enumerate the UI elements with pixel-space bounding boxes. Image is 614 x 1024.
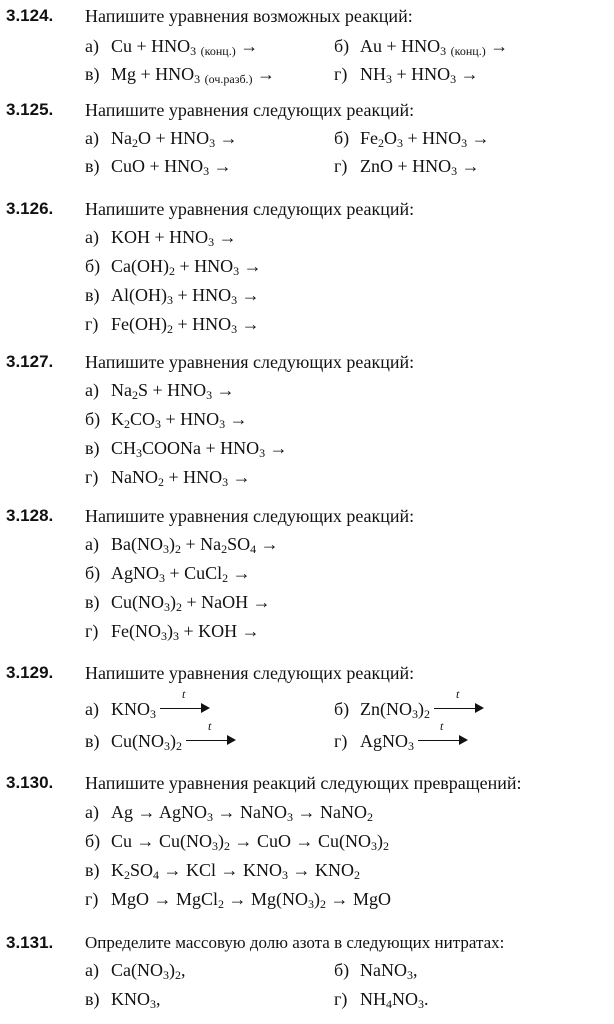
formula: Ag → AgNO$_3$ → NaNO$_3$ → NaNO$_2$: [111, 802, 374, 824]
formula: CuO + $HNO_3$ →: [111, 156, 232, 178]
problem-instruction: Напишите уравнения возможных реакций:: [85, 6, 413, 26]
formula: KOH + $HNO_3$ →: [111, 227, 237, 249]
formula: $Ca(NO_3)_2$,: [111, 960, 186, 982]
formula: MgO → MgCl$_2$ → $Mg(NO_3)_2$ → MgO: [111, 889, 392, 911]
formula: ZnO + $HNO_3$ →: [360, 156, 480, 178]
formula: $KNO_3$: [111, 699, 156, 721]
problem-number: 3.125.: [6, 100, 54, 119]
reaction-item: г) $Fe(NO_3)_3$ + KOH →: [85, 621, 260, 643]
problem-instruction: Напишите уравнения следующих реакций:: [85, 506, 415, 526]
formula: $CH_3COONa + HNO_3$ →: [111, 438, 288, 460]
reaction-item: в) $Mg + HNO_3$ (оч.разб.) →: [85, 64, 276, 86]
reaction-item: г) ZnO + $HNO_3$ →: [334, 156, 480, 178]
formula: NaNO$_3$,: [360, 960, 418, 982]
reaction-item: а) $Na_2S + HNO_3$ →: [85, 380, 235, 402]
reaction-item: г) $Fe(OH)_2 + HNO_3$ →: [85, 314, 260, 336]
formula: NaNO$_2$ + $HNO_3$ →: [111, 467, 251, 489]
reaction-item: в) $Al(OH)_3 + HNO_3$ →: [85, 285, 260, 307]
problem-number: 3.124.: [6, 6, 54, 25]
formula: $Al(OH)_3 + HNO_3$ →: [111, 285, 260, 307]
reaction-item: б) NaNO$_3$,: [334, 960, 418, 982]
formula: $K_2SO_4$ → KCl → $KNO_3 \to KNO_2$: [111, 860, 361, 882]
reaction-item: г) NaNO$_2$ + $HNO_3$ →: [85, 467, 251, 489]
reaction-item: г) AgNO$_3$ t: [334, 731, 468, 752]
problem-number: 3.130.: [6, 773, 54, 792]
reaction-item: а) KOH + $HNO_3$ →: [85, 227, 237, 249]
problem-number: 3.126.: [6, 199, 54, 218]
reaction-item: б) $Zn(NO_3)_2$ t: [334, 699, 484, 720]
formula: $Ba(NO_3)_2 + Na_2SO_4$ →: [111, 534, 279, 556]
problem-instruction: Напишите уравнения следующих реакций:: [85, 352, 415, 372]
reaction-item: в) $Cu(NO_3)_2$ t: [85, 731, 236, 752]
reaction-item: б) AgNO$_3$ + CuCl$_2$ →: [85, 563, 251, 585]
formula: $Cu(NO_3)_2$: [111, 731, 182, 753]
formula: AgNO$_3$: [360, 731, 414, 753]
reaction-item: а) Ag → AgNO$_3$ → NaNO$_3$ → NaNO$_2$: [85, 802, 374, 824]
reaction-item: г) $NH_4NO_3$.: [334, 989, 429, 1011]
heating-arrow-icon: t: [418, 733, 468, 747]
reaction-item: в) $Cu(NO_3)_2$ + NaOH →: [85, 592, 271, 614]
problem-number: 3.127.: [6, 352, 54, 371]
formula: $Ca(OH)_2 + HNO_3$ →: [111, 256, 262, 278]
reaction-item: в) $KNO_3$,: [85, 989, 161, 1011]
reaction-item: а) $Na_2O + HNO_3$ →: [85, 128, 238, 150]
reaction-item: г) MgO → MgCl$_2$ → $Mg(NO_3)_2$ → MgO: [85, 889, 392, 911]
formula: $Au + HNO_3$ (конц.) →: [360, 36, 509, 58]
reaction-item: б) $K_2CO_3 + HNO_3$ →: [85, 409, 248, 431]
formula: $Cu(NO_3)_2$ + NaOH →: [111, 592, 271, 614]
reaction-item: а) $Ca(NO_3)_2$,: [85, 960, 186, 982]
formula: $NH_3 + HNO_3$ →: [360, 64, 479, 86]
reaction-item: а) $KNO_3$ t: [85, 699, 210, 720]
problem-instruction: Напишите уравнения реакций следующих превращений:: [85, 773, 522, 793]
reaction-item: в) $CH_3COONa + HNO_3$ →: [85, 438, 288, 460]
reaction-item: в) CuO + $HNO_3$ →: [85, 156, 232, 178]
formula: $Mg + HNO_3$ (оч.разб.) →: [111, 64, 276, 86]
reaction-item: г) $NH_3 + HNO_3$ →: [334, 64, 479, 86]
problem-instruction: Напишите уравнения следующих реакций:: [85, 663, 415, 683]
reaction-item: в) $K_2SO_4$ → KCl → $KNO_3 \to KNO_2$: [85, 860, 361, 882]
problem-number: 3.129.: [6, 663, 54, 682]
problem-instruction: Напишите уравнения следующих реакций:: [85, 199, 415, 219]
heating-arrow-icon: t: [160, 701, 210, 715]
formula: $KNO_3$,: [111, 989, 161, 1011]
formula: $NH_4NO_3$.: [360, 989, 429, 1011]
formula: $Fe(NO_3)_3$ + KOH →: [111, 621, 260, 643]
problem-number: 3.131.: [6, 933, 54, 952]
reaction-item: б) $Fe_2O_3 + HNO_3$ →: [334, 128, 490, 150]
reaction-item: б) $Au + HNO_3$ (конц.) →: [334, 36, 509, 58]
problem-instruction: Напишите уравнения следующих реакций:: [85, 100, 415, 120]
formula: $Zn(NO_3)_2$: [360, 699, 430, 721]
formula: $Cu \to Cu(NO_3)_2$ → CuO → $Cu(NO_3)_2$: [111, 831, 390, 853]
problem-instruction: Определите массовую долю азота в следующих нитратах:: [85, 933, 505, 952]
heating-arrow-icon: t: [434, 701, 484, 715]
formula: $Fe_2O_3 + HNO_3$ →: [360, 128, 490, 150]
reaction-item: а) $Cu + HNO_3$ (конц.) →: [85, 36, 259, 58]
formula: $Na_2O + HNO_3$ →: [111, 128, 238, 150]
formula: $Na_2S + HNO_3$ →: [111, 380, 235, 402]
problem-number: 3.128.: [6, 506, 54, 525]
reaction-item: б) $Ca(OH)_2 + HNO_3$ →: [85, 256, 262, 278]
formula: $K_2CO_3 + HNO_3$ →: [111, 409, 248, 431]
heating-arrow-icon: t: [186, 733, 236, 747]
formula: AgNO$_3$ + CuCl$_2$ →: [111, 563, 251, 585]
formula: $Cu + HNO_3$ (конц.) →: [111, 36, 259, 58]
reaction-item: б) $Cu \to Cu(NO_3)_2$ → CuO → $Cu(NO_3)_2$: [85, 831, 390, 853]
reaction-item: а) $Ba(NO_3)_2 + Na_2SO_4$ →: [85, 534, 279, 556]
formula: $Fe(OH)_2 + HNO_3$ →: [111, 314, 260, 336]
